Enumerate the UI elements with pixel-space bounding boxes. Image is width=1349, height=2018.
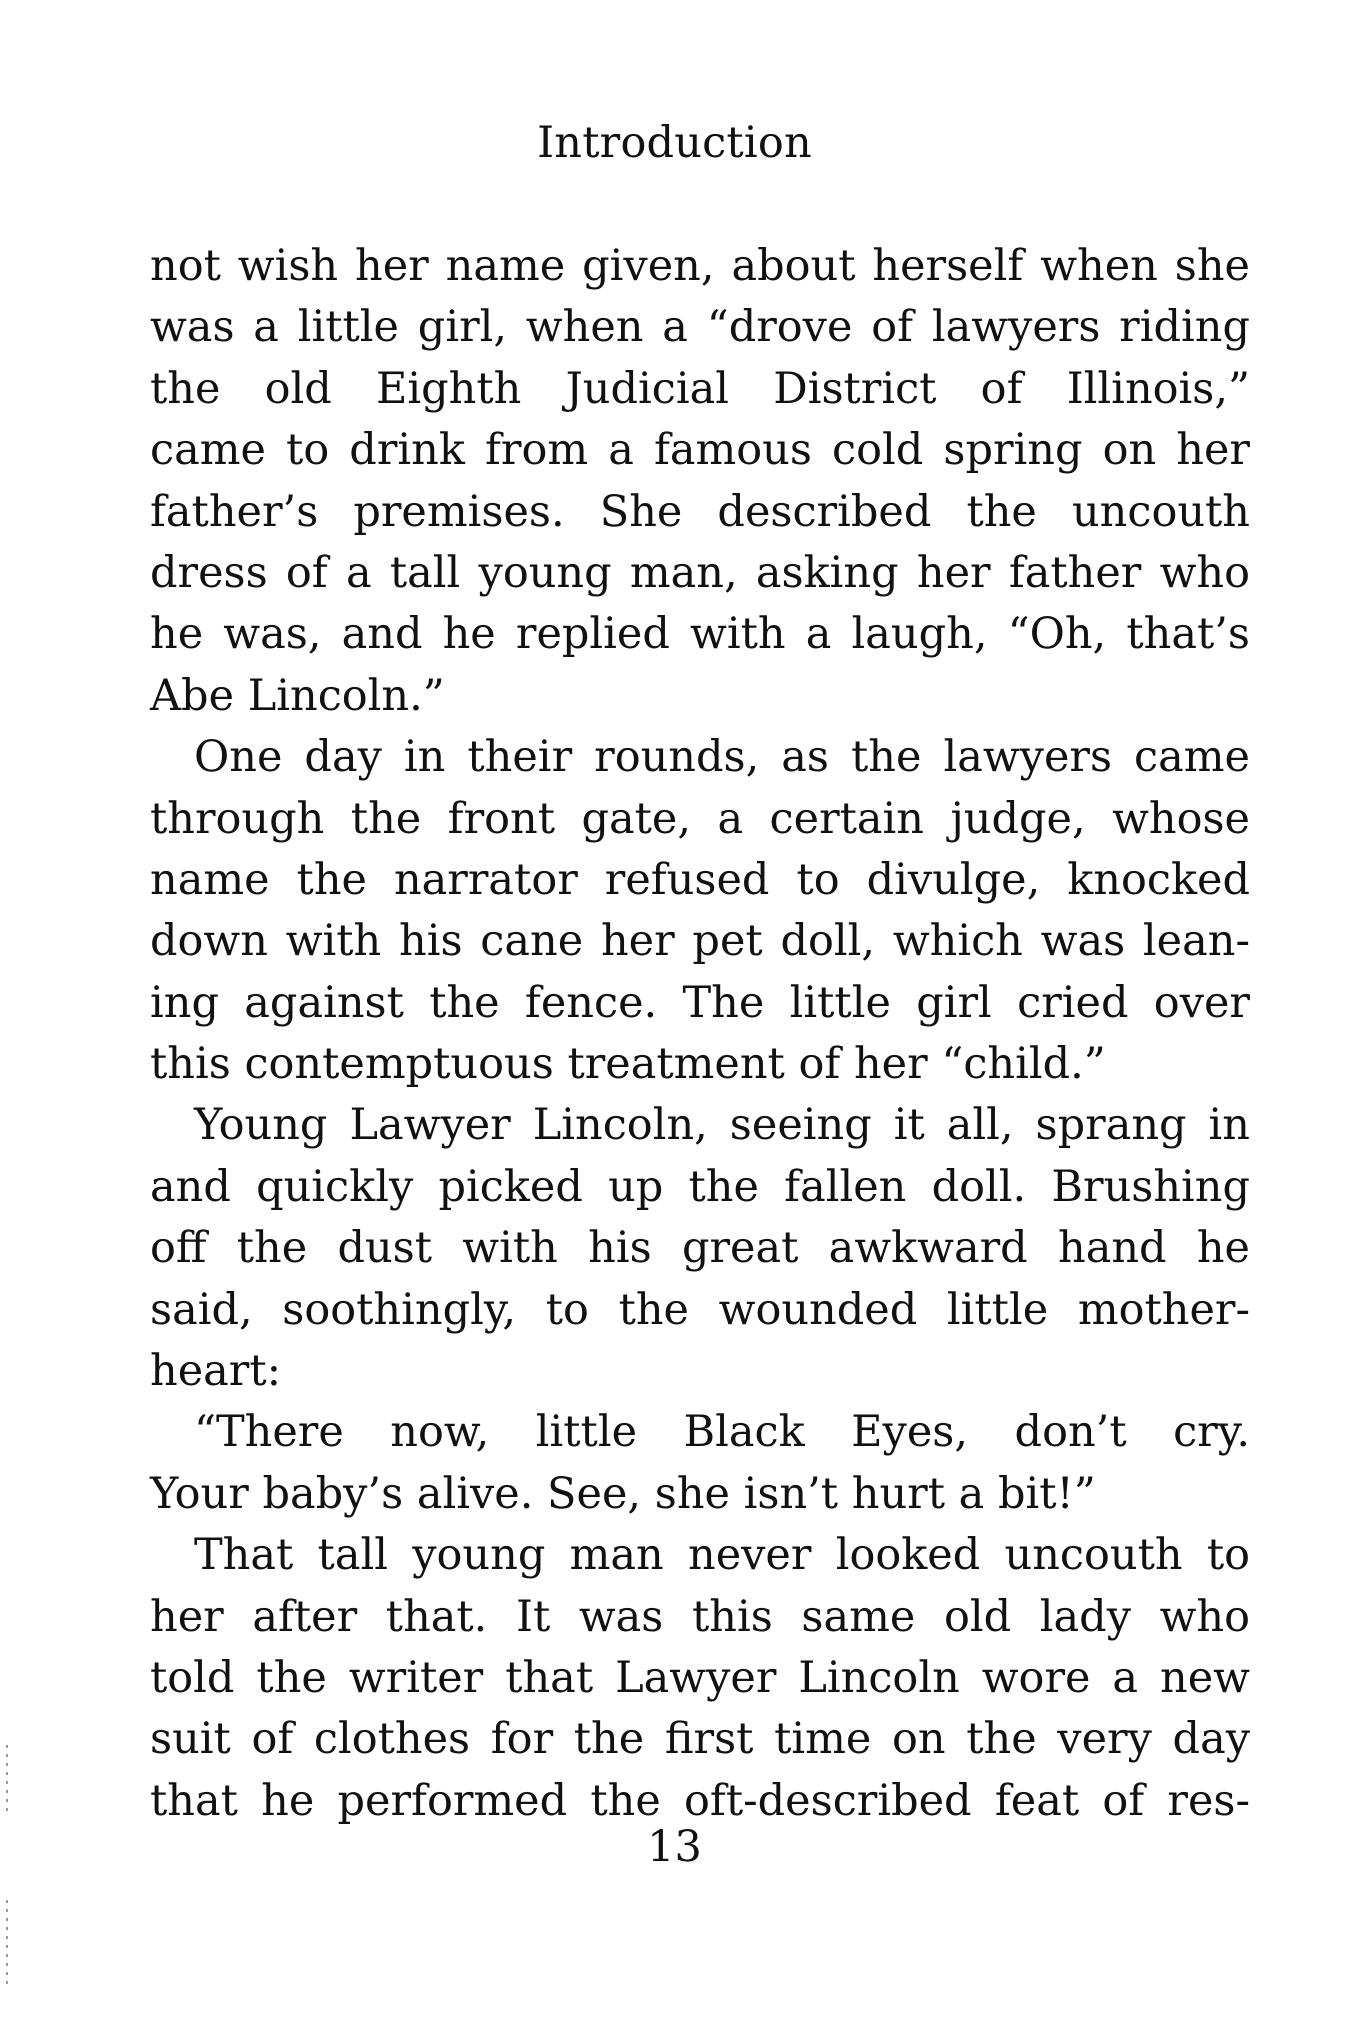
text-line: and quickly picked up the fallen doll. Brushing: [150, 1161, 1250, 1212]
text-line: that he performed the oft-described feat of res-: [150, 1775, 1250, 1826]
scan-edge-mark: [6, 1900, 8, 1990]
text-line: came to drink from a famous cold spring on her: [150, 425, 1250, 476]
text-line: “There now, little Black Eyes, don’t cry.: [194, 1407, 1250, 1458]
text-line: was a little girl, when a “drove of lawyers riding: [150, 302, 1250, 353]
text-line: Abe Lincoln.”: [150, 670, 445, 721]
text-line: the old Eighth Judicial District of Illinois,”: [150, 363, 1250, 414]
text-line: name the narrator refused to divulge, knocked: [150, 854, 1250, 905]
text-line: ing against the fence. The little girl cried over: [150, 977, 1250, 1028]
text-line: suit of clothes for the first time on the very day: [150, 1714, 1250, 1765]
scan-edge-mark: [6, 1745, 8, 1815]
page-number: 13: [647, 1822, 702, 1872]
body-text: [150, 236, 1250, 1832]
text-line: heart:: [150, 1346, 282, 1397]
text-line: this contemptuous treatment of her “child.”: [150, 1039, 1106, 1090]
text-line: told the writer that Lawyer Lincoln wore a new: [150, 1652, 1250, 1703]
text-line: down with his cane her pet doll, which was lean-: [150, 916, 1250, 967]
text-line: father’s premises. She described the uncouth: [150, 486, 1250, 537]
text-line: One day in their rounds, as the lawyers came: [194, 732, 1250, 783]
text-line: Young Lawyer Lincoln, seeing it all, sprang in: [194, 1100, 1250, 1151]
text-line: off the dust with his great awkward hand he: [150, 1223, 1250, 1274]
text-line: he was, and he replied with a laugh, “Oh, that’s: [150, 609, 1250, 660]
text-line: not wish her name given, about herself when she: [150, 241, 1250, 291]
text-line: Your baby’s alive. See, she isn’t hurt a bit!”: [150, 1468, 1096, 1519]
text-line: dress of a tall young man, asking her father who: [150, 547, 1250, 598]
text-line: her after that. It was this same old lady who: [150, 1591, 1250, 1642]
text-line: through the front gate, a certain judge, whose: [150, 793, 1250, 844]
text-line: said, soothingly, to the wounded little mother-: [150, 1284, 1250, 1335]
text-line: That tall young man never looked uncouth to: [194, 1530, 1250, 1581]
running-head: Introduction: [537, 118, 812, 168]
